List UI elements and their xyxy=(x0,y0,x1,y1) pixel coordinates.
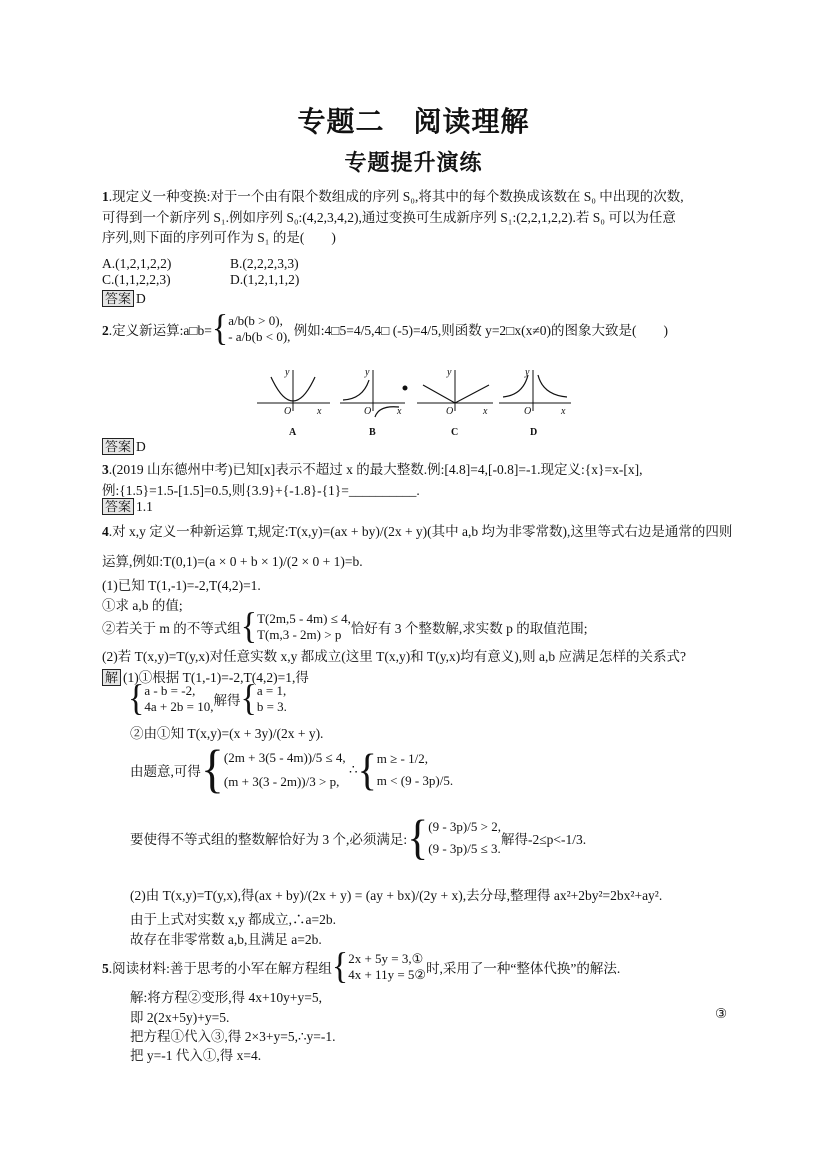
q5-step-4: 把 y=-1 代入①,得 x=4. xyxy=(130,1048,262,1063)
q4-solution-5: (2)由 T(x,y)=T(y,x),得(ax + by)/(2x + y) = (ay + bx)/(2y + x),去分母,整理得 ax²+2by²=2bx²+ay². xyxy=(130,888,663,903)
q4-line2: 运算,例如:T(0,1)=(a × 0 + b × 1)/(2 × 0 + 1)=b. xyxy=(102,554,363,569)
graph-label-a: A xyxy=(289,427,297,438)
q3-line2: 例:{1.5}=1.5-[1.5]=0.5,则{3.9}+{-1.8}-{1}=__________. xyxy=(102,483,420,498)
page-title: 专题二 阅读理解 xyxy=(297,105,530,138)
q4-solution-3: 由题意,可得{ (2m + 3(5 - 4m))/5 ≤ 4, (m + 3(3 - 2m))/3 > p, ∴{ m ≥ - 1/2, m < (9 - 3p)/5. xyxy=(130,740,454,799)
graph-d-x: x xyxy=(561,406,566,417)
graph-c-o: O xyxy=(446,406,454,417)
q4-line3: (1)已知 T(1,-1)=-2,T(4,2)=1. xyxy=(102,578,261,593)
q4-solution-1: 解 (1)①根据 T(1,-1)=-2,T(4,2)=1,得 xyxy=(102,666,309,686)
q4-solution-system: { a - b = -2, 4a + 2b = 10, 解得{ a = 1, b = 3. xyxy=(128,678,287,719)
graph-a-o: O xyxy=(284,406,292,417)
q5-line1: 5.阅读材料:善于思考的小军在解方程组{ 2x + 5y = 3,① 4x + 11y = 5② 时,采用了一种“整体代换”的解法. xyxy=(102,946,621,987)
q1-line2: 可得到一个新序列 S₁.例如序列 S₀:(4,2,3,4,2),通过变换可生成新序列 S₁:(2,2,1,2,2).若 S₀ 可以为任意 xyxy=(102,210,676,225)
q1-number: 1 xyxy=(102,189,109,204)
q4-solution-2: ②由①知 T(x,y)=(x + 3y)/(2x + y). xyxy=(130,726,324,741)
graph-b-y: y xyxy=(365,367,370,378)
graph-a-y: y xyxy=(285,367,290,378)
q4-solution-6: 由于上式对实数 x,y 都成立,∴a=2b. xyxy=(130,912,336,927)
q4-line4: ①求 a,b 的值; xyxy=(102,598,183,613)
q2-line: 2.定义新运算:a□b={ a/b(b > 0), - a/b(b < 0), 例如:4□5=4/5,4□ (-5)=4/5,则函数 y=2□x(x≠0)的图象大致是( ) xyxy=(102,308,668,349)
q2-answer: 答案 D xyxy=(102,438,146,455)
q4-line6: (2)若 T(x,y)=T(y,x)对任意实数 x,y 都成立(这里 T(x,y)和 T(y,x)均有意义),则 a,b 应满足怎样的关系式? xyxy=(102,649,687,664)
q4-number: 4 xyxy=(102,524,109,539)
graph-d-y: y xyxy=(525,367,530,378)
graph-label-c: C xyxy=(451,427,459,438)
q5-equation-mark: ③ xyxy=(715,1006,728,1021)
q5-step-2: 即 2(2x+5y)+y=5. xyxy=(130,1010,230,1025)
q2-graph-options xyxy=(255,365,575,441)
q5-step-1: 解:将方程②变形,得 4x+10y+y=5, xyxy=(130,990,322,1005)
q3-answer: 答案 1.1 xyxy=(102,498,153,515)
q1-option-b: B.(2,2,2,3,3) xyxy=(230,256,299,271)
q2-piecewise: a/b(b > 0), - a/b(b < 0), xyxy=(228,313,291,344)
q4-line5: ②若关于 m 的不等式组{ T(2m,5 - 4m) ≤ 4, T(m,3 - 2m) > p 恰好有 3 个整数解,求实数 p 的取值范围; xyxy=(102,606,588,647)
q4-line1: 4.对 x,y 定义一种新运算 T,规定:T(x,y)=(ax + by)/(2x + y)(其中 a,b 均为非零常数),这里等式右边是通常的四则 xyxy=(102,524,733,539)
q3-line1: 3.(2019 山东德州中考)已知[x]表示不超过 x 的最大整数.例:[4.8]=4,[-0.8]=-1.现定义:{x}=x-[x], xyxy=(102,462,643,477)
solution-tag: 解 xyxy=(102,669,121,686)
graph-c-y: y xyxy=(447,367,452,378)
q4-solution-7: 故存在非零常数 a,b,且满足 a=2b. xyxy=(130,932,322,947)
graph-a-x: x xyxy=(317,406,322,417)
graph-b-x: x xyxy=(397,406,402,417)
graph-b-o: O xyxy=(364,406,372,417)
q4-solution-4: 要使得不等式组的整数解恰好为 3 个,必须满足:{ (9 - 3p)/5 > 2, (9 - 3p)/5 ≤ 3. 解得-2≤p<-1/3. xyxy=(130,810,587,865)
answer-tag: 答案 xyxy=(102,438,134,455)
q1-option-d: D.(1,2,1,1,2) xyxy=(230,272,300,287)
q2-number: 2 xyxy=(102,323,109,338)
q1-option-a: A.(1,2,1,2,2) xyxy=(102,256,172,271)
q5-step-3: 把方程①代入③,得 2×3+y=5,∴y=-1. xyxy=(130,1029,336,1044)
q3-number: 3 xyxy=(102,462,109,477)
graph-label-b: B xyxy=(369,427,376,438)
q1-answer: 答案 D xyxy=(102,290,146,307)
q5-number: 5 xyxy=(102,961,109,976)
answer-tag: 答案 xyxy=(102,498,134,515)
q1-line1: 1.现定义一种变换:对于一个由有限个数组成的序列 S₀,将其中的每个数换成该数在 S₀ 中出现的次数, xyxy=(102,189,684,204)
graph-d xyxy=(499,370,571,411)
graph-a xyxy=(257,370,330,411)
page-subtitle: 专题提升演练 xyxy=(344,151,483,176)
graph-d-o: O xyxy=(524,406,532,417)
answer-tag: 答案 xyxy=(102,290,134,307)
graph-c xyxy=(417,370,493,411)
q1-line3: 序列,则下面的序列可作为 S₁ 的是( ) xyxy=(102,230,336,245)
graph-c-x: x xyxy=(483,406,488,417)
graph-label-d: D xyxy=(530,427,538,438)
q1-option-c: C.(1,1,2,2,3) xyxy=(102,272,171,287)
